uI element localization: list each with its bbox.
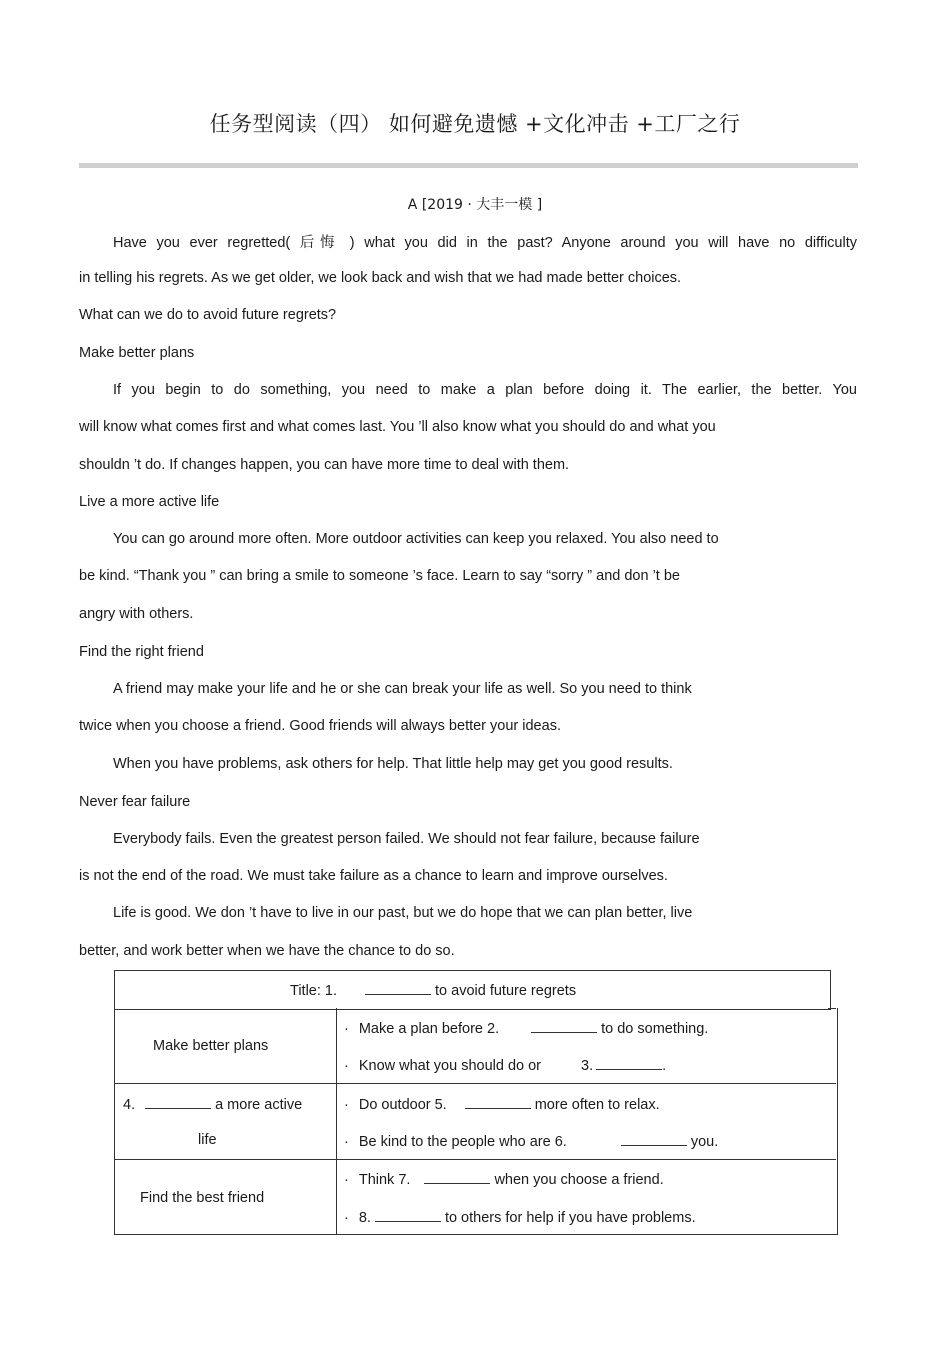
- section-label: A [2019 · 大丰一模 ]: [407, 197, 543, 213]
- passage-line: Have you ever regretted( 后悔 ) what you did in the past? Anyone around you will have no difficulty: [113, 235, 857, 251]
- answer-blank-2[interactable]: [531, 1019, 597, 1033]
- answer-blank-6[interactable]: [621, 1132, 687, 1146]
- table-column-divider: [336, 1008, 337, 1234]
- row3-item-a: · Think 7. when you choose a friend.: [344, 1172, 664, 1188]
- table-row-divider: [828, 1008, 836, 1009]
- answer-blank-3[interactable]: [596, 1056, 662, 1070]
- passage-line: When you have problems, ask others for help. That little help may get you good results.: [113, 756, 673, 772]
- subheading: Find the right friend: [79, 644, 204, 660]
- row1-label: Make better plans: [153, 1038, 269, 1054]
- passage-line: is not the end of the road. We must take failure as a chance to learn and improve ourselves.: [79, 868, 668, 884]
- passage-line: If you begin to do something, you need to make a plan before doing it. The earlier, the better. You: [113, 382, 857, 398]
- row2-label: 4. a more active: [123, 1097, 303, 1113]
- passage-line: better, and work better when we have the chance to do so.: [79, 943, 455, 959]
- answer-blank-1[interactable]: [365, 981, 431, 995]
- passage-line: will know what comes first and what comes last. You ’ll also know what you should do and what you: [79, 419, 716, 435]
- passage-line: You can go around more often. More outdoor activities can keep you relaxed. You also need to: [113, 531, 719, 547]
- passage-line: shouldn ’t do. If changes happen, you can have more time to deal with them.: [79, 457, 570, 473]
- passage-line: be kind. “Thank you ” can bring a smile to someone ’s face. Learn to say “sorry ” and don ’t be: [79, 568, 680, 584]
- subheading: Make better plans: [79, 345, 195, 361]
- row3-label: Find the best friend: [140, 1190, 265, 1206]
- row3-item-b: · 8. to others for help if you have problems.: [344, 1210, 696, 1226]
- row2-item-b: · Be kind to the people who are 6. you.: [344, 1134, 719, 1150]
- title-divider: [79, 163, 858, 168]
- row2-item-a: · Do outdoor 5. more often to relax.: [344, 1097, 660, 1113]
- answer-blank-4[interactable]: [145, 1095, 211, 1109]
- passage-line: Life is good. We don ’t have to live in our past, but we do hope that we can plan better, live: [113, 905, 693, 921]
- row1-item-a: · Make a plan before 2. to do something.: [344, 1021, 709, 1037]
- subheading: Never fear failure: [79, 794, 191, 810]
- passage-line: Everybody fails. Even the greatest person failed. We should not fear failure, because failure: [113, 831, 700, 847]
- question-line: What can we do to avoid future regrets?: [79, 307, 337, 323]
- passage-line: twice when you choose a friend. Good friends will always better your ideas.: [79, 718, 561, 734]
- subheading: Live a more active life: [79, 494, 220, 510]
- answer-blank-5[interactable]: [465, 1095, 531, 1109]
- answer-blank-7[interactable]: [424, 1170, 490, 1184]
- passage-line: in telling his regrets. As we get older, we look back and wish that we had made better choices.: [79, 270, 682, 286]
- passage-line: A friend may make your life and he or she can break your life as well. So you need to think: [113, 681, 692, 697]
- row2-label-line2: life: [198, 1132, 217, 1148]
- passage-line: angry with others.: [79, 606, 194, 622]
- table-title: Title: 1. to avoid future regrets: [290, 983, 577, 999]
- row1-item-b: · Know what you should do or 3. .: [344, 1058, 667, 1074]
- table-row-divider: [114, 1083, 836, 1084]
- answer-blank-8[interactable]: [375, 1208, 441, 1222]
- table-row-divider: [114, 1159, 836, 1160]
- page-title: 任务型阅读（四） 如何避免遗憾 +文化冲击 +工厂之行: [209, 112, 741, 136]
